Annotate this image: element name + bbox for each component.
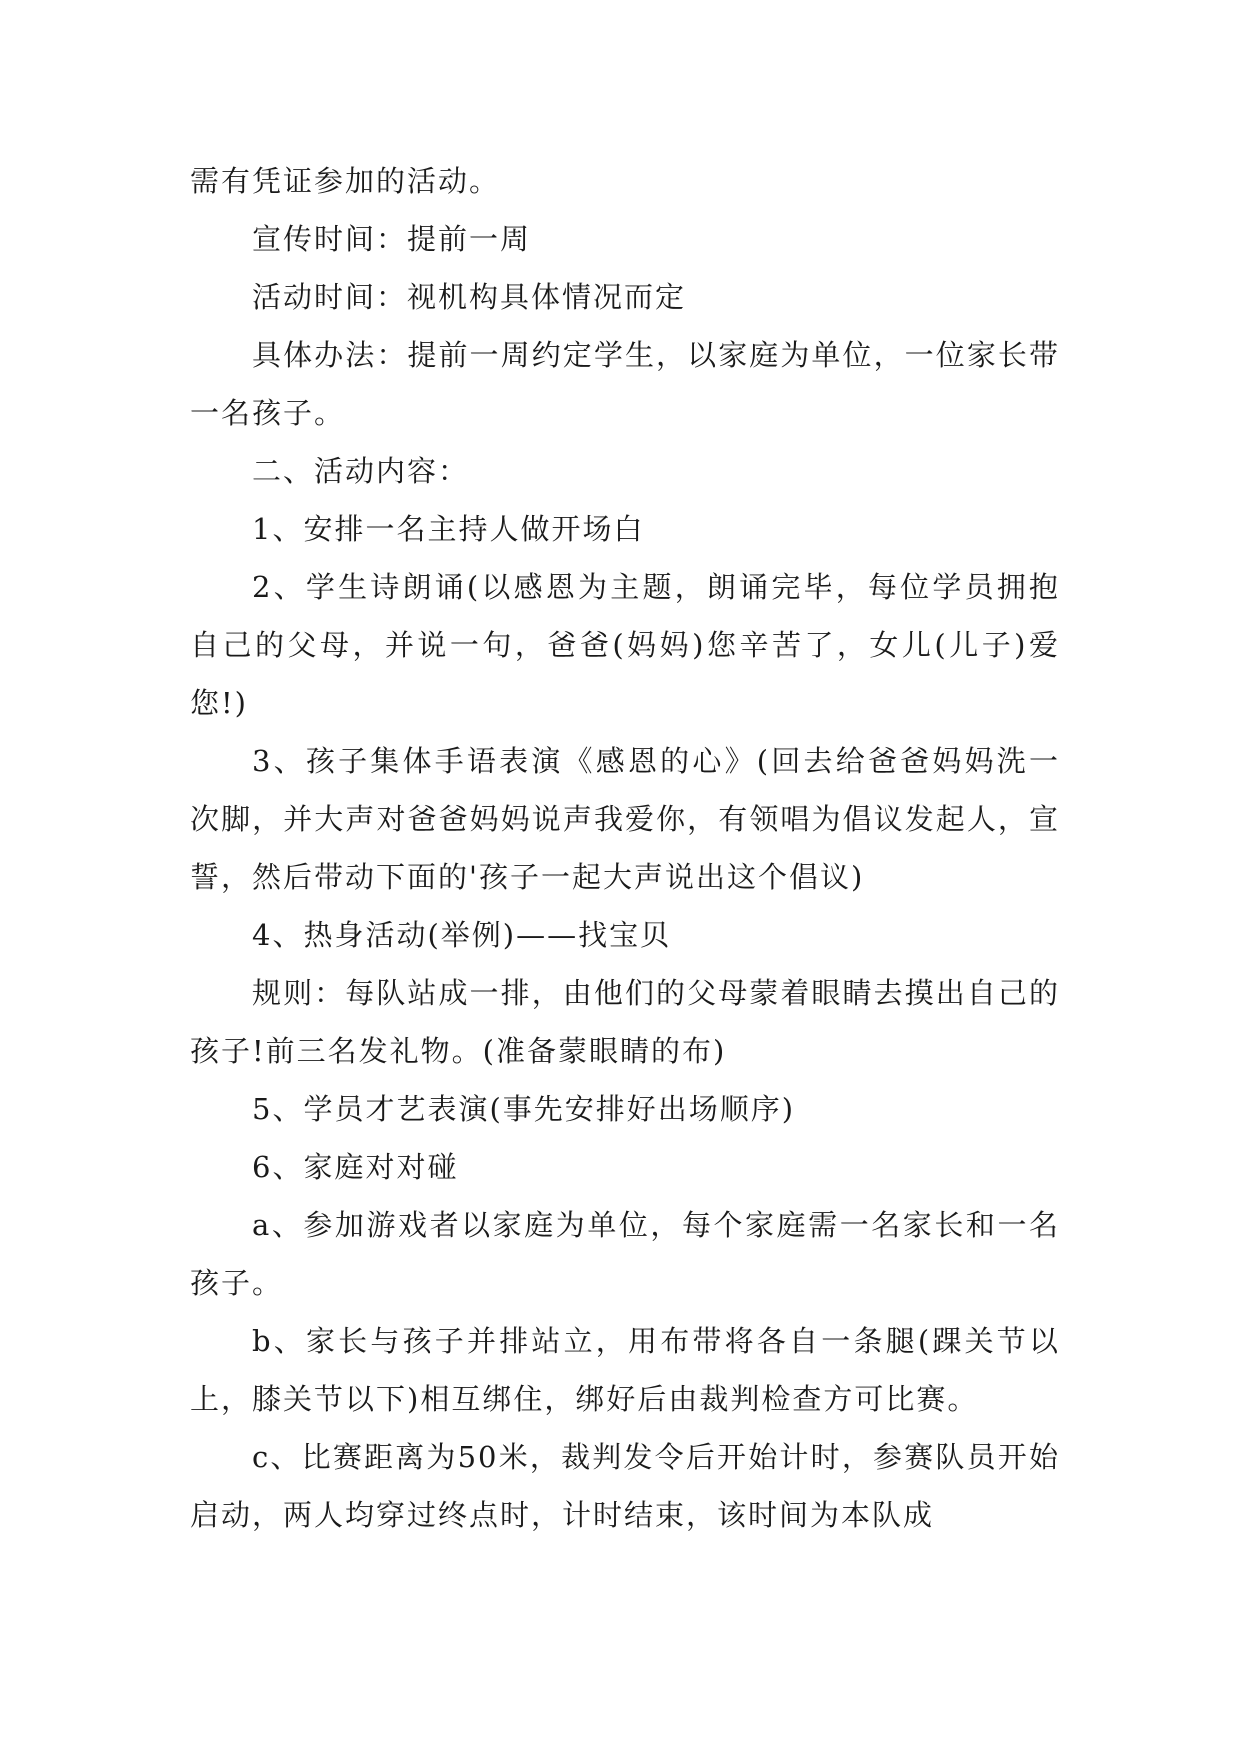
list-item: 4、热身活动(举例)——找宝贝 <box>252 918 672 952</box>
paragraph: 活动时间：视机构具体情况而定 <box>252 280 687 314</box>
list-item: 6、家庭对对碰 <box>252 1150 459 1184</box>
list-item: 2、学生诗朗诵(以感恩为主题，朗诵完毕，每位学员拥抱自己的父母，并说一句，爸爸(妈妈)您辛苦了，女儿(儿子)爱您!) <box>190 570 1060 720</box>
list-item: 1、安排一名主持人做开场白 <box>252 512 645 546</box>
list-item: 5、学员才艺表演(事先安排好出场顺序) <box>252 1092 796 1126</box>
sub-item: a、参加游戏者以家庭为单位，每个家庭需一名家长和一名孩子。 <box>190 1208 1060 1300</box>
section-heading: 二、活动内容： <box>252 454 470 488</box>
list-item: 3、孩子集体手语表演《感恩的心》(回去给爸爸妈妈洗一次脚，并大声对爸爸妈妈说声我爱你，有领唱为倡议发起人，宣誓，然后带动下面的'孩子一起大声说出这个倡议) <box>190 744 1060 894</box>
document-page <box>190 152 1060 1544</box>
sub-item: b、家长与孩子并排站立，用布带将各自一条腿(踝关节以上，膝关节以下)相互绑住，绑好后由裁判检查方可比赛。 <box>190 1324 1060 1416</box>
paragraph: 宣传时间：提前一周 <box>252 222 532 256</box>
paragraph: 需有凭证参加的活动。 <box>190 164 501 198</box>
sub-item: c、比赛距离为50米，裁判发令后开始计时，参赛队员开始启动，两人均穿过终点时，计时结束，该时间为本队成 <box>190 1440 1060 1532</box>
paragraph: 具体办法：提前一周约定学生，以家庭为单位，一位家长带一名孩子。 <box>190 338 1060 430</box>
paragraph: 规则：每队站成一排，由他们的父母蒙着眼睛去摸出自己的孩子!前三名发礼物。(准备蒙眼睛的布) <box>190 976 1060 1068</box>
